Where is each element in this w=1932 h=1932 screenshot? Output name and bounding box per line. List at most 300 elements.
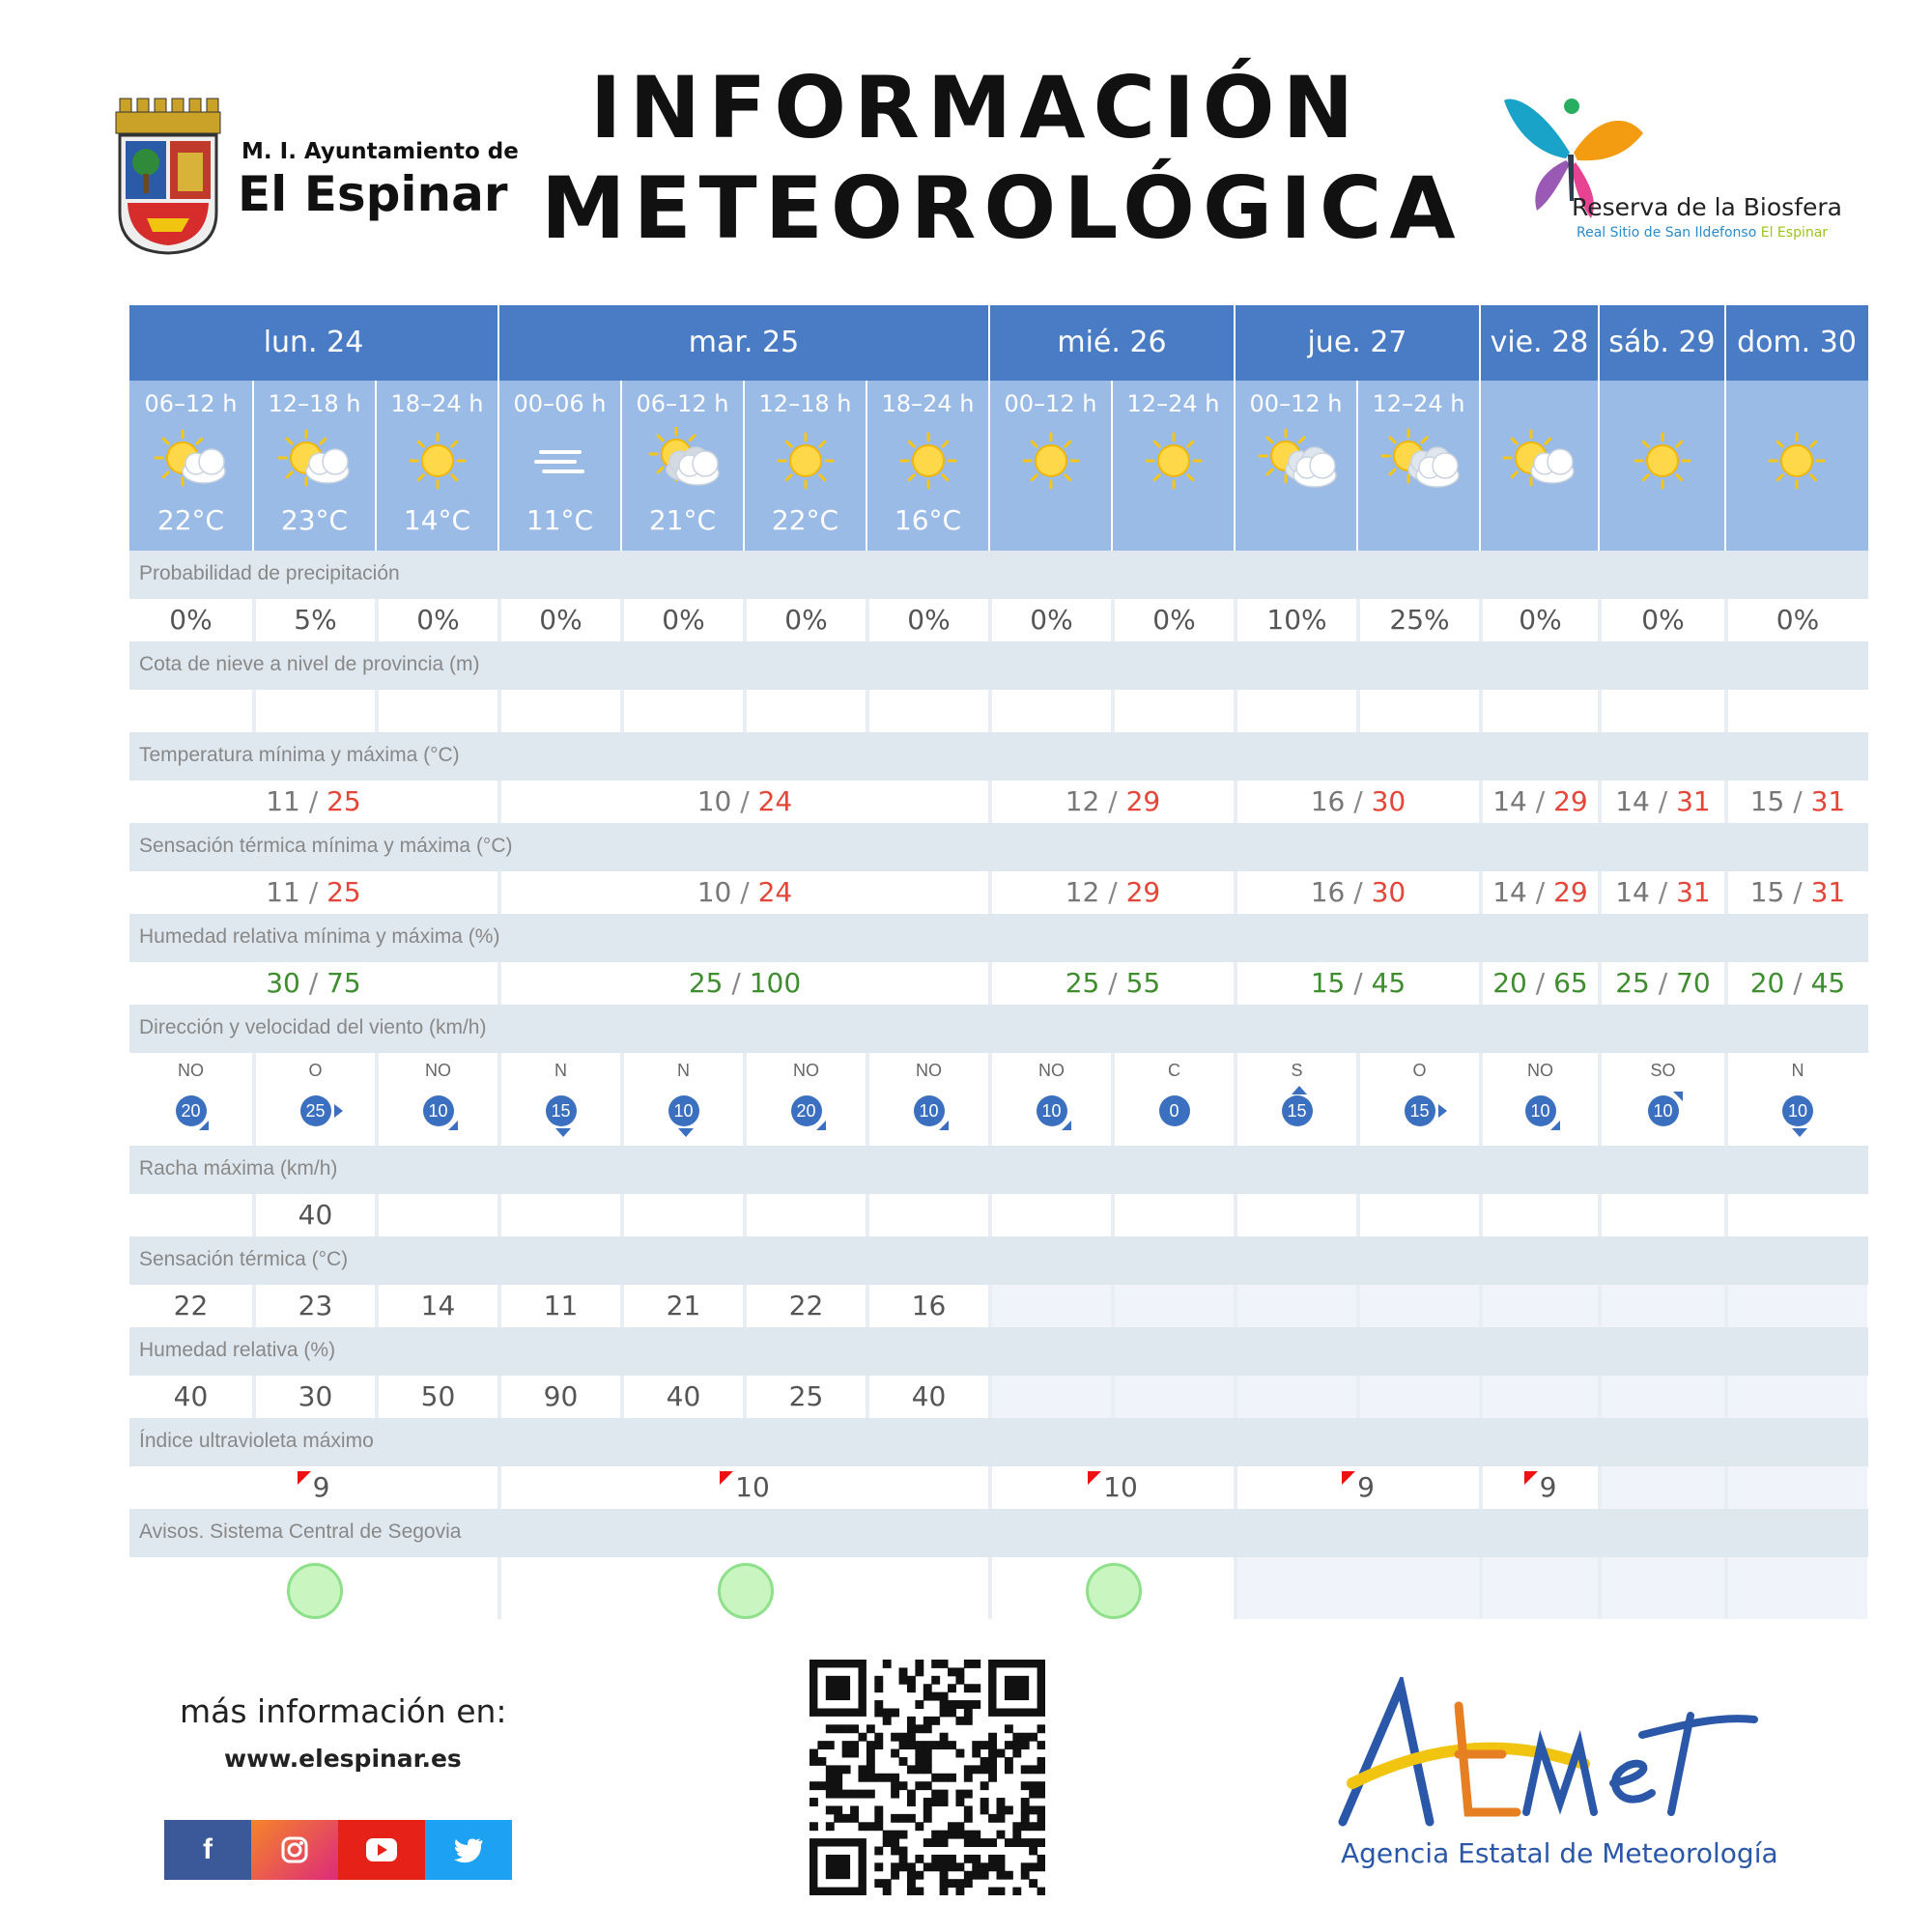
slash: / [723,967,750,999]
min-value: 15 [1749,876,1785,908]
snow-value [1598,690,1724,732]
precip-value: 25% [1356,599,1479,641]
uv-value [497,1466,988,1509]
wind-arrow-icon [1550,1121,1560,1130]
green-warning-dot-icon [718,1563,774,1619]
wind-speed-badge: 10 [1648,1095,1679,1126]
mist-icon [517,427,604,495]
wind-cell [497,1053,620,1146]
snow-label-text: Cota de nieve a nivel de provincia (m) [139,653,480,675]
temp-minmax-row-value [1234,781,1479,823]
feels-hourly-row-value: 14 [375,1285,497,1327]
aviso-cell [1479,1557,1598,1619]
feels-hourly-row-value: 23 [252,1285,375,1327]
humidity-minmax-row [129,962,1868,1005]
el-espinar-coat-of-arms [114,97,222,261]
max-value: 31 [1810,876,1846,908]
humidity-minmax-row-value [1724,962,1867,1005]
feels-hourly-label [129,1236,1868,1285]
avisos-row [129,1557,1868,1619]
snow-value [1234,690,1356,732]
humidity-minmax-row-value [497,962,988,1005]
slash: / [1784,876,1811,908]
wind-arrow-icon [555,1128,571,1137]
wind-cell [1479,1053,1598,1146]
min-value: 11 [266,876,300,908]
aviso-cell [1598,1557,1724,1619]
humidity-hourly-row-value: 40 [620,1376,743,1418]
period-cell [375,381,497,551]
wind-arrow-icon [816,1121,826,1130]
feels-minmax-row-value [1724,871,1867,914]
gust-row [129,1194,1868,1236]
slash: / [1784,785,1811,817]
wind-speed-badge: 25 [300,1095,331,1126]
max-value: 70 [1676,967,1711,999]
humidity-minmax-row-value [129,962,497,1005]
wind-cell [988,1053,1111,1146]
period-cell [743,381,866,551]
precip-value: 5% [252,599,375,641]
avisos-label [129,1509,1868,1557]
uv-number: 9 [1357,1471,1375,1503]
period-label: 12–18 h [758,390,852,417]
gust-value: 40 [252,1194,375,1236]
day-header: jue. 27 [1234,305,1479,381]
ayuntamiento-line1: M. I. Ayuntamiento de [242,139,519,164]
wind-arrow-icon [1438,1104,1447,1118]
humidity-hourly-row-value: 90 [497,1376,620,1418]
feels-hourly-row-value [988,1285,1111,1327]
period-label: 00–12 h [1249,390,1343,417]
title-line1: INFORMACIÓN [589,58,1362,157]
wind-direction: O [308,1061,323,1080]
feels-minmax-row-value [988,871,1234,914]
min-value: 15 [1749,785,1785,817]
biosfera-line2 [1577,225,1828,241]
feels-minmax-row-value [1479,871,1598,914]
youtube-icon[interactable] [338,1820,425,1880]
snow-value [988,690,1111,732]
feels-label [129,823,1868,871]
social-links [164,1820,512,1880]
snow-value [620,690,743,732]
precip-row [129,599,1868,641]
wind-cell [1234,1053,1356,1146]
temp-minmax-row-value [988,781,1234,823]
period-cell [129,381,252,551]
wind-direction: C [1168,1061,1180,1080]
uv-flag-icon [720,1471,733,1485]
uv-number: 10 [1103,1471,1138,1503]
humidity-minmax-row-value [1234,962,1479,1005]
gust-label-text: Racha máxima (km/h) [139,1157,338,1179]
aemet-subtitle: Agencia Estatal de Meteorología [1341,1837,1778,1869]
snow-label [129,641,1868,690]
max-value: 29 [1553,785,1588,817]
green-warning-dot-icon [1086,1563,1142,1619]
wind-cell [620,1053,743,1146]
uv-flag-icon [1342,1471,1355,1485]
temp-label-text: Temperatura mínima y máxima (°C) [139,744,460,766]
period-cell [1724,381,1867,551]
day-header: sáb. 29 [1598,305,1724,381]
humidity-hourly-label [129,1327,1868,1376]
aviso-cell [1724,1557,1867,1619]
feels-hourly-row-value [1356,1285,1479,1327]
slash: / [1649,876,1677,908]
min-value: 20 [1749,967,1785,999]
wind-label-text: Dirección y velocidad del viento (km/h) [139,1016,487,1038]
temp-minmax-row-value [497,781,988,823]
sun-cloud-icon [271,427,358,495]
min-value: 14 [1615,785,1650,817]
humidity-minmax-row-value [1598,962,1724,1005]
wind-direction: NO [793,1061,819,1080]
uv-label-text: Índice ultravioleta máximo [139,1430,374,1452]
period-cell [252,381,375,551]
temp-minmax-row-value [1598,781,1724,823]
cloud-sun-icon [639,427,726,495]
uv-row [129,1466,1868,1509]
slash: / [1649,785,1677,817]
period-label: 00–06 h [513,390,607,417]
period-temp: 21°C [648,504,717,536]
wind-direction: NO [1527,1061,1553,1080]
slash: / [1099,967,1126,999]
precip-value: 0% [1598,599,1724,641]
period-cell [988,381,1111,551]
feels-hourly-row-value: 16 [866,1285,988,1327]
max-value: 30 [1371,785,1406,817]
humidity-hourly-row-value [1479,1376,1598,1418]
precip-value: 0% [866,599,988,641]
max-value: 25 [327,876,361,908]
period-label: 12–18 h [268,390,361,417]
max-value: 65 [1553,967,1588,999]
sun-clouds-icon [1253,427,1340,495]
max-value: 31 [1810,785,1846,817]
snow-value [1111,690,1234,732]
uv-number: 10 [735,1471,770,1503]
wind-direction: NO [916,1061,942,1080]
slash: / [1099,876,1126,908]
wind-speed-badge: 15 [546,1095,577,1126]
more-info-label: más información en: [180,1692,507,1730]
humidity-hourly-row-value: 25 [743,1376,866,1418]
max-value: 55 [1125,967,1161,999]
wind-direction: N [554,1061,567,1080]
aviso-cell [497,1557,988,1619]
slash: / [1526,967,1554,999]
wind-speed-badge: 10 [423,1095,454,1126]
humidity-hourly-row-value: 30 [252,1376,375,1418]
period-cell [1479,381,1598,551]
wind-direction: SO [1650,1061,1676,1080]
humidity-minmax-row-value [1479,962,1598,1005]
period-temp: 22°C [156,504,225,536]
slash: / [1099,785,1126,817]
max-value: 31 [1676,876,1711,908]
wind-arrow-icon [939,1121,949,1130]
feels-minmax-row-value [1234,871,1479,914]
slash: / [1345,967,1372,999]
biosfera-line1: Reserva de la Biosfera [1572,193,1842,221]
wind-cell [1598,1053,1724,1146]
min-value: 11 [266,785,300,817]
feels-hourly-row-value [1234,1285,1356,1327]
snow-row [129,690,1868,732]
twitter-icon[interactable] [425,1820,512,1880]
precip-value: 10% [1234,599,1356,641]
sun-icon [762,427,849,495]
max-value: 75 [327,967,361,999]
slash: / [1649,967,1677,999]
max-value: 24 [757,785,793,817]
min-value: 30 [266,967,300,999]
period-label: 00–12 h [1004,390,1097,417]
feels-hourly-row-value [1598,1285,1724,1327]
period-temp: 11°C [526,504,594,536]
instagram-icon[interactable] [251,1820,338,1880]
gust-value [1234,1194,1356,1236]
uv-value [1479,1466,1598,1509]
sun-icon [394,427,481,495]
slash: / [1526,785,1554,817]
sun-cloud-icon [1496,427,1583,495]
uv-value [1234,1466,1479,1509]
feels-minmax-row [129,871,1868,914]
wind-cell [129,1053,252,1146]
snow-value [375,690,497,732]
wind-direction: N [677,1061,690,1080]
snow-value [866,690,988,732]
gust-value [620,1194,743,1236]
gust-value [866,1194,988,1236]
max-value: 31 [1676,785,1711,817]
aviso-cell [1234,1557,1479,1619]
snow-value [1479,690,1598,732]
feels-hourly-row-value: 11 [497,1285,620,1327]
period-row [129,381,1868,551]
max-value: 45 [1810,967,1846,999]
period-temp: 22°C [771,504,839,536]
snow-value [1724,690,1867,732]
feels-hourly-row-value: 22 [173,1290,209,1321]
slash: / [299,967,327,999]
wind-speed-badge: 10 [1037,1095,1067,1126]
humidity-hourly-row-value [1356,1376,1479,1418]
sun-icon [1130,427,1217,495]
min-value: 14 [1492,876,1527,908]
min-value: 14 [1492,785,1527,817]
max-value: 29 [1125,785,1161,817]
facebook-icon[interactable]: f [164,1820,251,1880]
aviso-cell [988,1557,1234,1619]
max-value: 24 [757,876,793,908]
period-label: 18–24 h [390,390,484,417]
website-link[interactable]: www.elespinar.es [224,1745,462,1773]
min-value: 10 [696,876,732,908]
precip-value: 0% [1111,599,1234,641]
precip-value: 0% [1724,599,1867,641]
temp-minmax-row-value [129,781,497,823]
slash: / [1784,967,1811,999]
slash: / [299,876,327,908]
slash: / [731,876,758,908]
aviso-cell [129,1557,497,1619]
wind-direction: N [1791,1061,1804,1080]
sun-icon [885,427,972,495]
day-header: vie. 28 [1479,305,1598,381]
wind-arrow-icon [334,1104,343,1118]
snow-value [1356,690,1479,732]
feels-minmax-row-value [497,871,988,914]
gust-value [1598,1194,1724,1236]
green-warning-dot-icon [287,1563,343,1619]
wind-arrow-icon [1792,1128,1807,1137]
humidity-hourly-row-value [1598,1376,1724,1418]
max-value: 25 [327,785,361,817]
uv-label [129,1418,1868,1466]
humidity-hourly-row-value [988,1376,1111,1418]
snow-value [129,690,252,732]
wind-arrow-icon [1062,1121,1071,1130]
min-value: 10 [696,785,732,817]
feels-hourly-row [129,1285,1868,1327]
max-value: 29 [1125,876,1161,908]
period-label: 06–12 h [144,390,238,417]
wind-arrow-icon [678,1128,694,1137]
gust-value [497,1194,620,1236]
humidity-hourly-row-value [1234,1376,1356,1418]
wind-speed-badge: 0 [1159,1095,1190,1126]
feels-label-text: Sensación térmica mínima y máxima (°C) [139,835,513,857]
precip-value: 0% [169,604,213,636]
precip-value: 0% [497,599,620,641]
min-value: 16 [1310,876,1346,908]
precip-label [129,551,1868,599]
period-cell [1234,381,1356,551]
precip-value: 0% [743,599,866,641]
slash: / [1526,876,1554,908]
min-value: 20 [1492,967,1527,999]
gust-value [1111,1194,1234,1236]
wind-direction: O [1412,1061,1427,1080]
period-cell [1598,381,1724,551]
ayuntamiento-line2: El Espinar [238,166,508,222]
uv-flag-icon [1088,1471,1101,1485]
wind-speed-badge: 20 [791,1095,822,1126]
gust-value [1479,1194,1598,1236]
period-cell [497,381,620,551]
uv-flag-icon [298,1471,311,1485]
period-label: 12–24 h [1372,390,1465,417]
feels-hourly-row-value [1479,1285,1598,1327]
wind-arrow-icon [199,1121,209,1130]
humidity-hourly-row [129,1376,1868,1418]
period-temp: 23°C [280,504,349,536]
uv-number: 9 [1539,1471,1557,1503]
uv-flag-icon [1524,1471,1538,1485]
humidity-hourly-row-value: 40 [173,1380,209,1412]
wind-direction: NO [425,1061,451,1080]
wind-speed-badge: 10 [1782,1095,1813,1126]
min-value: 12 [1065,785,1100,817]
feels-hourly-row-value [1111,1285,1234,1327]
uv-value [129,1466,497,1509]
wind-speed-badge: 10 [914,1095,945,1126]
precip-value: 0% [375,599,497,641]
gust-value [1356,1194,1479,1236]
period-label: 18–24 h [881,390,975,417]
temp-minmax-row-value [1724,781,1867,823]
uv-value [1724,1466,1867,1509]
wind-row [129,1053,1868,1146]
wind-speed-badge: 15 [1405,1095,1435,1126]
gust-label [129,1146,1868,1194]
gust-value [129,1194,252,1236]
feels-hourly-row-value: 22 [743,1285,866,1327]
min-value: 25 [1615,967,1650,999]
aemet-logo-icon [1333,1677,1758,1836]
wind-cell [252,1053,375,1146]
humidity-hourly-row-value: 50 [375,1376,497,1418]
title-line2: METEOROLÓGICA [541,158,1463,258]
humidity-minmax-row-value [988,962,1234,1005]
wind-cell [1111,1053,1234,1146]
day-header-row [129,305,1868,381]
min-value: 12 [1065,876,1100,908]
period-cell [866,381,988,551]
humidity-hourly-row-value [1111,1376,1234,1418]
sun-cloud-icon [148,427,235,495]
period-cell [1111,381,1234,551]
precip-label-text: Probabilidad de precipitación [139,562,400,584]
period-label: 06–12 h [636,390,729,417]
min-value: 25 [688,967,724,999]
avisos-label-text: Avisos. Sistema Central de Segovia [139,1520,462,1543]
day-header: lun. 24 [263,326,364,359]
snow-value [497,690,620,732]
temp-minmax-row-value [1479,781,1598,823]
feels-hourly-row-value [1724,1285,1867,1327]
sun-icon [1753,427,1840,495]
precip-value: 0% [1479,599,1598,641]
wind-cell [866,1053,988,1146]
wind-direction: NO [1038,1061,1065,1080]
max-value: 100 [749,967,802,999]
wind-cell [375,1053,497,1146]
feels-hourly-label-text: Sensación térmica (°C) [139,1248,349,1270]
biosfera-line2b: El Espinar [1760,225,1829,241]
wind-cell [1724,1053,1867,1146]
temp-label [129,732,1868,781]
wind-speed-badge: 10 [1525,1095,1556,1126]
wind-direction: NO [178,1061,204,1080]
feels-hourly-row-value: 21 [620,1285,743,1327]
humidity-hourly-row-value [1724,1376,1867,1418]
day-header: mar. 25 [497,305,988,381]
max-value: 30 [1371,876,1406,908]
precip-value: 0% [988,599,1111,641]
slash: / [299,785,327,817]
snow-value [743,690,866,732]
qr-code-icon[interactable] [810,1660,1045,1895]
min-value: 15 [1310,967,1346,999]
humidity-hourly-label-text: Humedad relativa (%) [139,1339,336,1361]
wind-speed-badge: 10 [668,1095,699,1126]
